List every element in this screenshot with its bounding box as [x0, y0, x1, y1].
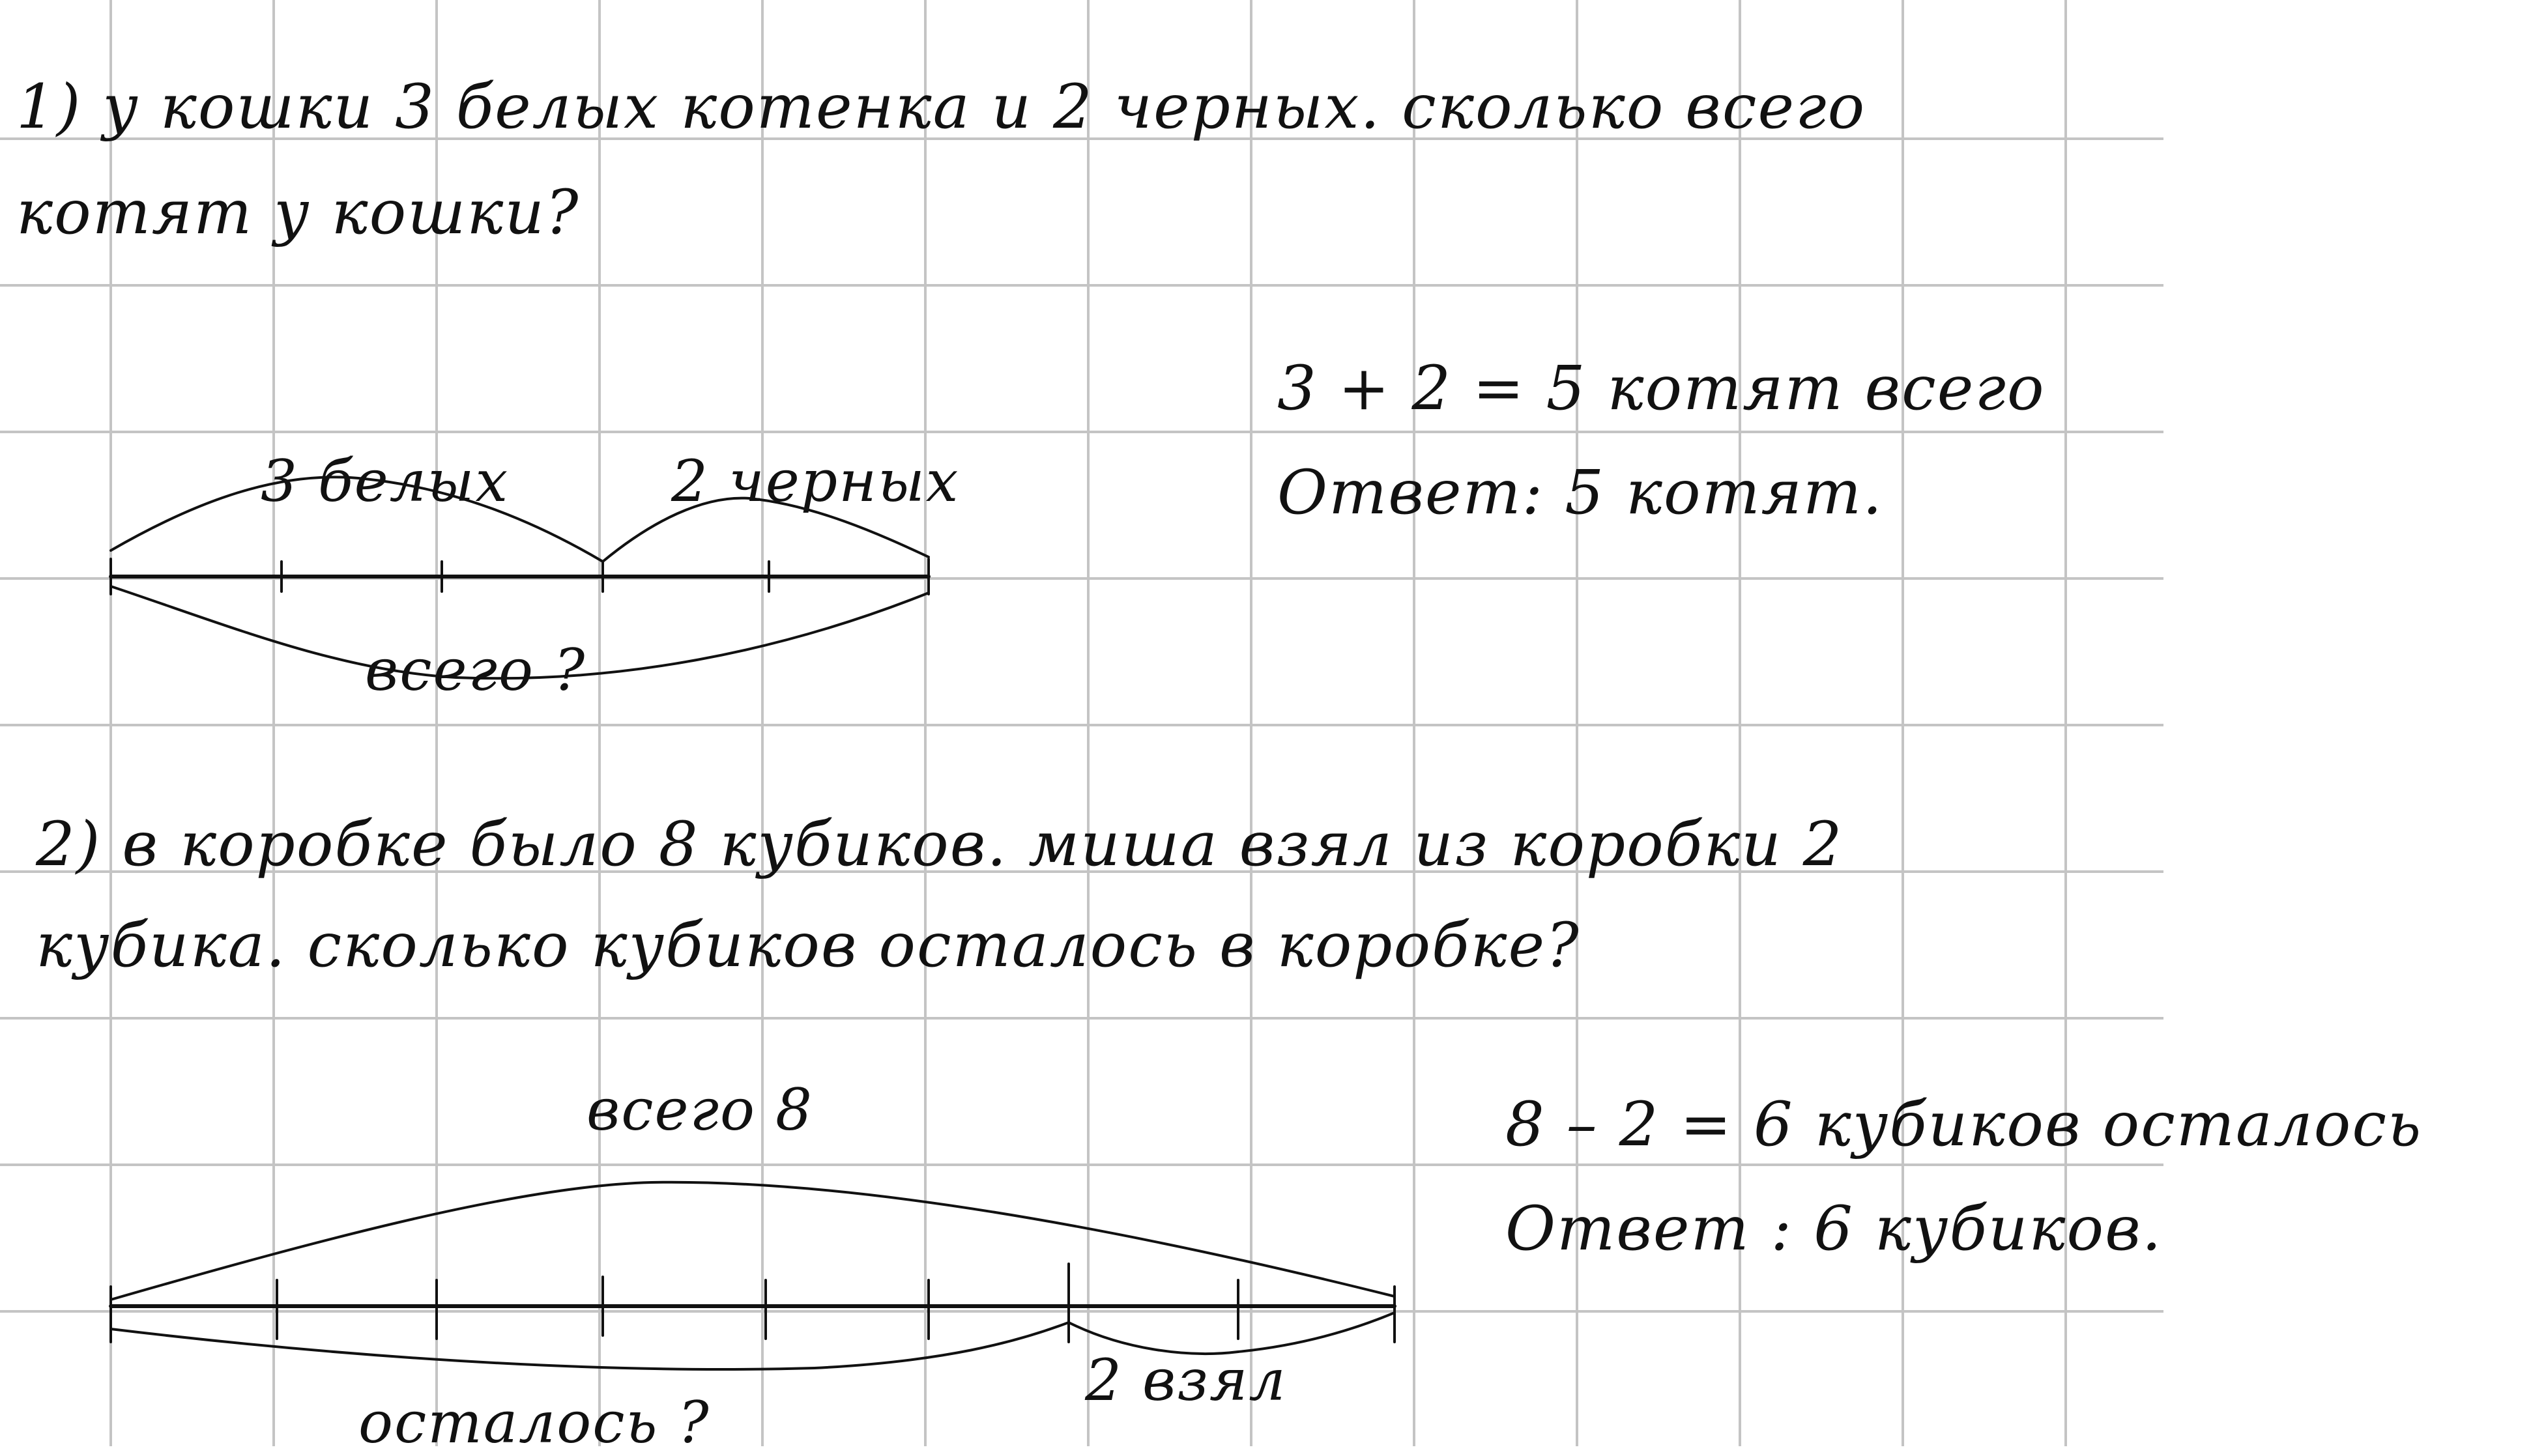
task2-label-taken: 2 взял: [1085, 1347, 1287, 1414]
task2-brace-total: [111, 1182, 1395, 1300]
task2-label-left: осталось ?: [358, 1389, 710, 1456]
task2-problem-line2: кубика. сколько кубиков осталось в коробке?: [36, 910, 1580, 981]
task1-problem-line2: котят у кошки?: [16, 177, 580, 248]
task1-problem-line1: 1) у кошки 3 белых котенка и 2 черных. сколько всего: [16, 72, 1866, 143]
task2-label-total: всего 8: [586, 1076, 813, 1143]
task1-label-white: 3 белых: [261, 448, 510, 515]
task1-label-black: 2 черных: [671, 448, 960, 515]
task1-answer: Ответ: 5 котят.: [1277, 457, 1884, 528]
task1-equation: 3 + 2 = 5 котят всего: [1277, 353, 2046, 424]
task2-equation: 8 – 2 = 6 кубиков осталось: [1505, 1089, 2423, 1160]
task2-brace-left: [111, 1322, 1069, 1369]
task2-answer: Ответ : 6 кубиков.: [1505, 1193, 2163, 1264]
task1-label-total: всего ?: [365, 636, 586, 704]
task2-problem-line1: 2) в коробке было 8 кубиков. миша взял из коробки 2: [36, 809, 1844, 880]
